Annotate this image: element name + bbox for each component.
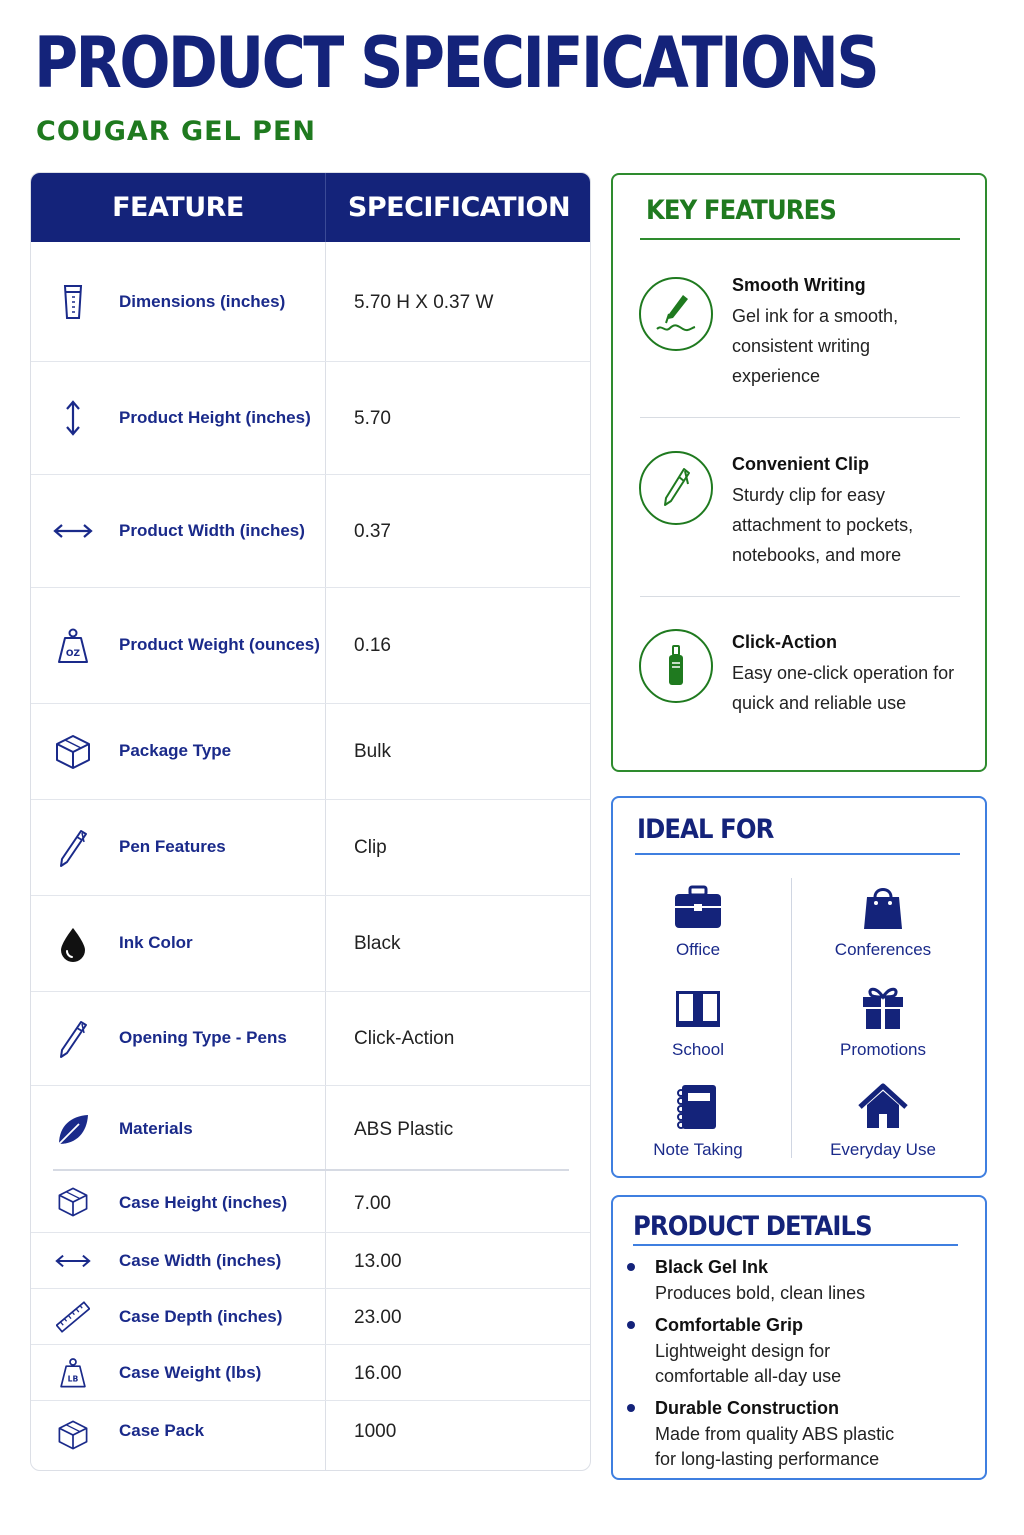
ideal-for-label: Conferences [834, 940, 932, 959]
spec-table-header [31, 173, 590, 242]
spec-value: 0.37 [354, 521, 391, 542]
vertical-arrow-icon [51, 396, 95, 440]
table-row [31, 1344, 590, 1400]
horizontal-arrow-icon [51, 509, 95, 553]
weight-lb-label: LB [67, 1374, 79, 1384]
bullet-icon [627, 1263, 635, 1271]
key-feature-desc: Gel ink for a smooth, consistent writing experience [732, 306, 899, 386]
ideal-for-item [798, 1080, 968, 1160]
open-book-icon [613, 980, 783, 1034]
spec-value: 5.70 H X 0.37 W [354, 292, 494, 313]
ideal-for-panel [611, 796, 987, 1178]
table-row [31, 1172, 590, 1232]
spec-value: Clip [354, 837, 387, 858]
horizontal-arrow-icon [51, 1239, 95, 1283]
table-row [31, 1288, 590, 1344]
table-row [31, 474, 590, 587]
feature-label: Opening Type - Pens [119, 1028, 287, 1047]
house-icon [798, 1080, 968, 1134]
spec-value: 23.00 [354, 1307, 402, 1328]
spec-table [30, 172, 591, 1471]
pen-icon [51, 826, 95, 870]
feature-label: Product Height (inches) [119, 408, 311, 427]
spec-value: 13.00 [354, 1251, 402, 1272]
ideal-for-item [798, 880, 968, 960]
bullet-icon [627, 1321, 635, 1329]
ideal-for-item [798, 980, 968, 1060]
feature-label: Case Weight (lbs) [119, 1363, 262, 1382]
key-features-panel [611, 173, 987, 772]
table-row [31, 242, 590, 361]
product-details-title: PRODUCT DETAILS [633, 1211, 872, 1242]
spec-value: Click-Action [354, 1028, 455, 1049]
box-icon [51, 730, 95, 774]
spec-value: 7.00 [354, 1193, 391, 1214]
page-subtitle: COUGAR GEL PEN [36, 116, 316, 147]
key-feature-title: Smooth Writing [732, 275, 866, 295]
table-row [31, 587, 590, 703]
weight-lb-icon [51, 1351, 95, 1395]
product-detail-title: Durable Construction [655, 1398, 840, 1418]
ideal-for-item [613, 880, 783, 960]
product-detail-desc: Produces bold, clean lines [655, 1283, 866, 1303]
ideal-for-label: Promotions [840, 1040, 926, 1059]
ideal-for-label: Note Taking [653, 1140, 743, 1159]
pen-icon [51, 1017, 95, 1061]
table-row [31, 1085, 590, 1172]
feature-label: Product Weight (ounces) [119, 635, 320, 654]
table-row [31, 361, 590, 474]
feature-label: Case Pack [119, 1421, 205, 1440]
product-details-panel [611, 1195, 987, 1480]
feature-label: Case Width (inches) [119, 1251, 282, 1270]
box-icon [51, 1413, 95, 1457]
bullet-icon [627, 1404, 635, 1412]
key-feature-desc: Sturdy clip for easy attachment to pockets, notebooks, and more [732, 485, 914, 565]
spec-value: 16.00 [354, 1363, 402, 1384]
ideal-for-item [613, 980, 783, 1060]
key-feature-title: Convenient Clip [732, 454, 870, 474]
feature-label: Package Type [119, 741, 232, 760]
ideal-for-label: School [672, 1040, 724, 1059]
column-header-specification: SPECIFICATION [347, 192, 571, 223]
ruler-icon [51, 1295, 95, 1339]
feature-label: Case Depth (inches) [119, 1307, 283, 1326]
feature-label: Case Height (inches) [119, 1193, 288, 1212]
ideal-for-label: Office [675, 940, 721, 959]
box-icon [51, 1180, 95, 1224]
weight-oz-icon [51, 624, 95, 668]
product-detail-desc: Lightweight design for comfortable all-day use [655, 1341, 842, 1386]
ink-drop-icon [51, 922, 95, 966]
spec-value: ABS Plastic [354, 1119, 454, 1140]
table-row [31, 703, 590, 799]
shopping-bag-icon [798, 880, 968, 934]
ideal-for-title: IDEAL FOR [637, 814, 774, 845]
spec-value: 0.16 [354, 635, 391, 656]
feature-label: Product Width (inches) [119, 521, 305, 540]
briefcase-icon [613, 880, 783, 934]
pen-writing-icon [639, 277, 713, 351]
spec-value: 1000 [354, 1421, 397, 1442]
key-feature-desc: Easy one-click operation for quick and reliable use [732, 663, 955, 713]
page-title: PRODUCT SPECIFICATIONS [34, 22, 878, 104]
leaf-icon [51, 1108, 95, 1152]
spec-value: Black [354, 933, 401, 954]
table-row [31, 1400, 590, 1471]
table-row [31, 895, 590, 991]
key-features-title: KEY FEATURES [646, 195, 836, 226]
weight-oz-label: OZ [65, 649, 81, 659]
product-detail-title: Black Gel Ink [655, 1257, 769, 1277]
dimensions-icon [51, 280, 95, 324]
feature-label: Dimensions (inches) [119, 292, 286, 311]
spec-value: Bulk [354, 741, 391, 762]
feature-label: Ink Color [119, 933, 193, 952]
table-row [31, 991, 590, 1085]
notebook-icon [613, 1080, 783, 1134]
product-detail-desc: Made from quality ABS plastic for long-lasting performance [655, 1424, 895, 1469]
gift-icon [798, 980, 968, 1034]
feature-label: Pen Features [119, 837, 226, 856]
ideal-for-item [613, 1080, 783, 1160]
pen-clip-icon [639, 451, 713, 525]
table-row [31, 1232, 590, 1288]
click-pen-icon [639, 629, 713, 703]
ideal-for-label: Everyday Use [830, 1140, 936, 1159]
table-row [31, 799, 590, 895]
product-detail-title: Comfortable Grip [655, 1315, 804, 1335]
key-feature-title: Click-Action [732, 632, 838, 652]
column-header-feature: FEATURE [112, 192, 244, 223]
spec-value: 5.70 [354, 408, 391, 429]
feature-label: Materials [119, 1119, 193, 1138]
